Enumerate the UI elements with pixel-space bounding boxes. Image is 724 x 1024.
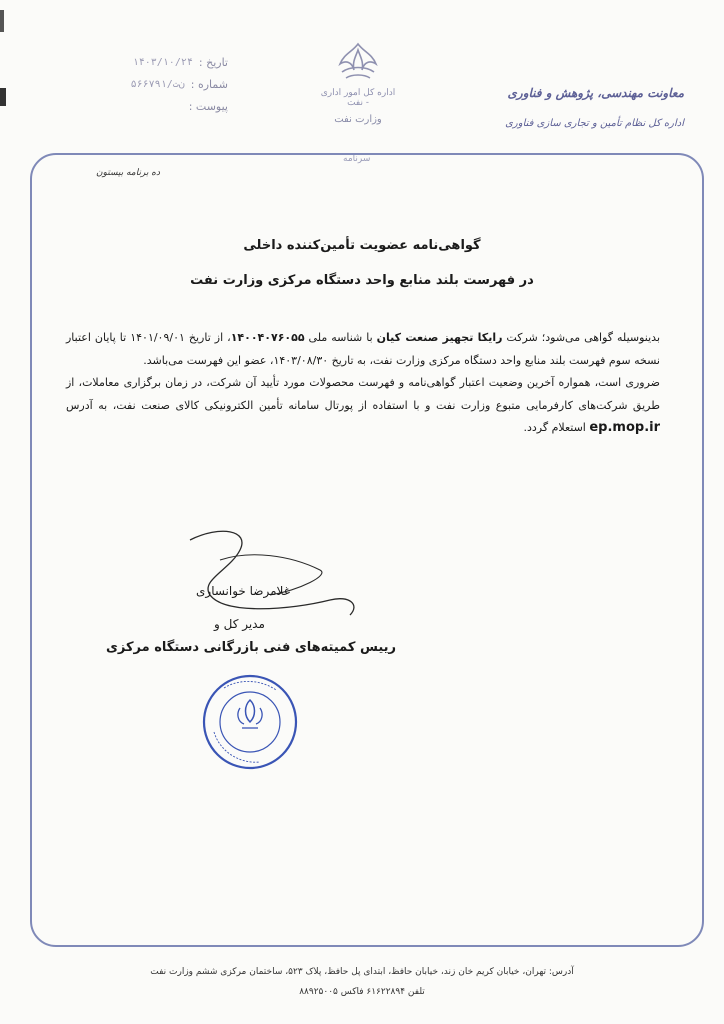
department-line-1: معاونت مهندسی، پژوهش و فناوری [507, 86, 684, 100]
binder-mark-top [0, 10, 4, 32]
footer-address: آدرس: تهران، خیابان کریم خان زند، خیابان حافظ، ابتدای پل حافظ، پلاک ۵۲۳، ساختمان مرکزی ششم وزارت نفت [150, 967, 574, 977]
attachment-label: پیوست : [188, 100, 228, 113]
attachment-row [88, 96, 228, 118]
p1-text-b: با شناسه ملی [304, 331, 377, 344]
department-header [454, 86, 684, 129]
p2-text-a: ضروری است، همواره آخرین وضعیت اعتبار گواهی‌نامه و فهرست محصولات مورد تأیید آن شرکت، در زمان برگزاری معاملات، از طریق شرکت‌های کارفرمایی متبوع وزارت نفت و با استفاده از پورتال سامانه تأمین الکترونیکی کالای صنعت نفت، به آدرس [66, 376, 660, 412]
binder-mark [0, 88, 6, 106]
signature-scribble [180, 520, 380, 630]
department-line-2: اداره کل نظام تأمین و تجاری سازی فناوری [505, 118, 684, 129]
logo-caption: اداره کل امور اداری - نفت [320, 88, 396, 108]
signatory-role-2: رییس کمیته‌های فنی بازرگانی دستگاه مرکزی [106, 640, 397, 655]
certificate-title [0, 238, 724, 253]
date-label: تاریخ : [198, 56, 228, 69]
date-row [88, 52, 228, 74]
number-label: شماره : [190, 78, 228, 91]
ministry-logo [318, 40, 398, 125]
national-id: ۱۴۰۰۴۰۷۶۰۵۵ [230, 331, 305, 344]
body-paragraph-2 [66, 372, 660, 440]
official-stamp [200, 672, 300, 772]
title-line-2: در فهرست بلند منابع واحد دستگاه مرکزی وزارت نفت [190, 273, 534, 288]
date-value: ۱۴۰۳/۱۰/۲۴ [132, 57, 193, 68]
p1-text-a: بدینوسیله گواهی می‌شود؛ شرکت [502, 331, 661, 344]
ministry-name: وزارت نفت [334, 114, 382, 125]
signatory-role-1: مدیر کل و [214, 617, 265, 631]
sarnameh-label: سرنامه [343, 154, 371, 164]
portal-url: ep.mop.ir [589, 420, 660, 435]
page-footer [0, 962, 724, 1002]
handwritten-note: ده برنامه بیستون [96, 168, 161, 178]
number-row [88, 74, 228, 96]
flame-logo-icon [330, 40, 386, 86]
p1-text-c: ، از تاریخ ۱۴۰۱/۰۹/۰۱ تا پایان اعتبار نسخه سوم فهرست بلند منابع واحد دستگاه مرکزی وزارت نفت، به تاریخ ۱۴۰۳/۰۸/۳۰، عضو این فهرست می‌باشد. [66, 331, 660, 367]
header-meta [88, 52, 228, 118]
letter-body [66, 327, 660, 440]
p2-text-b: استعلام گردد. [523, 421, 590, 434]
number-value: ن‌ت/۵۶۶۷۹۱ [130, 79, 185, 90]
body-paragraph-1 [66, 327, 660, 372]
signatory-name: غلامرضا خوانساری [196, 584, 290, 598]
footer-phone: تلفن ۶۱۶۲۲۸۹۴ فاکس ۸۸۹۲۵۰۰۵ [299, 987, 425, 997]
company-name: رایکا تجهیز صنعت کیان [376, 331, 503, 344]
title-line-1: گواهی‌نامه عضویت تأمین‌کننده داخلی [243, 238, 481, 253]
certificate-subtitle [0, 273, 724, 288]
